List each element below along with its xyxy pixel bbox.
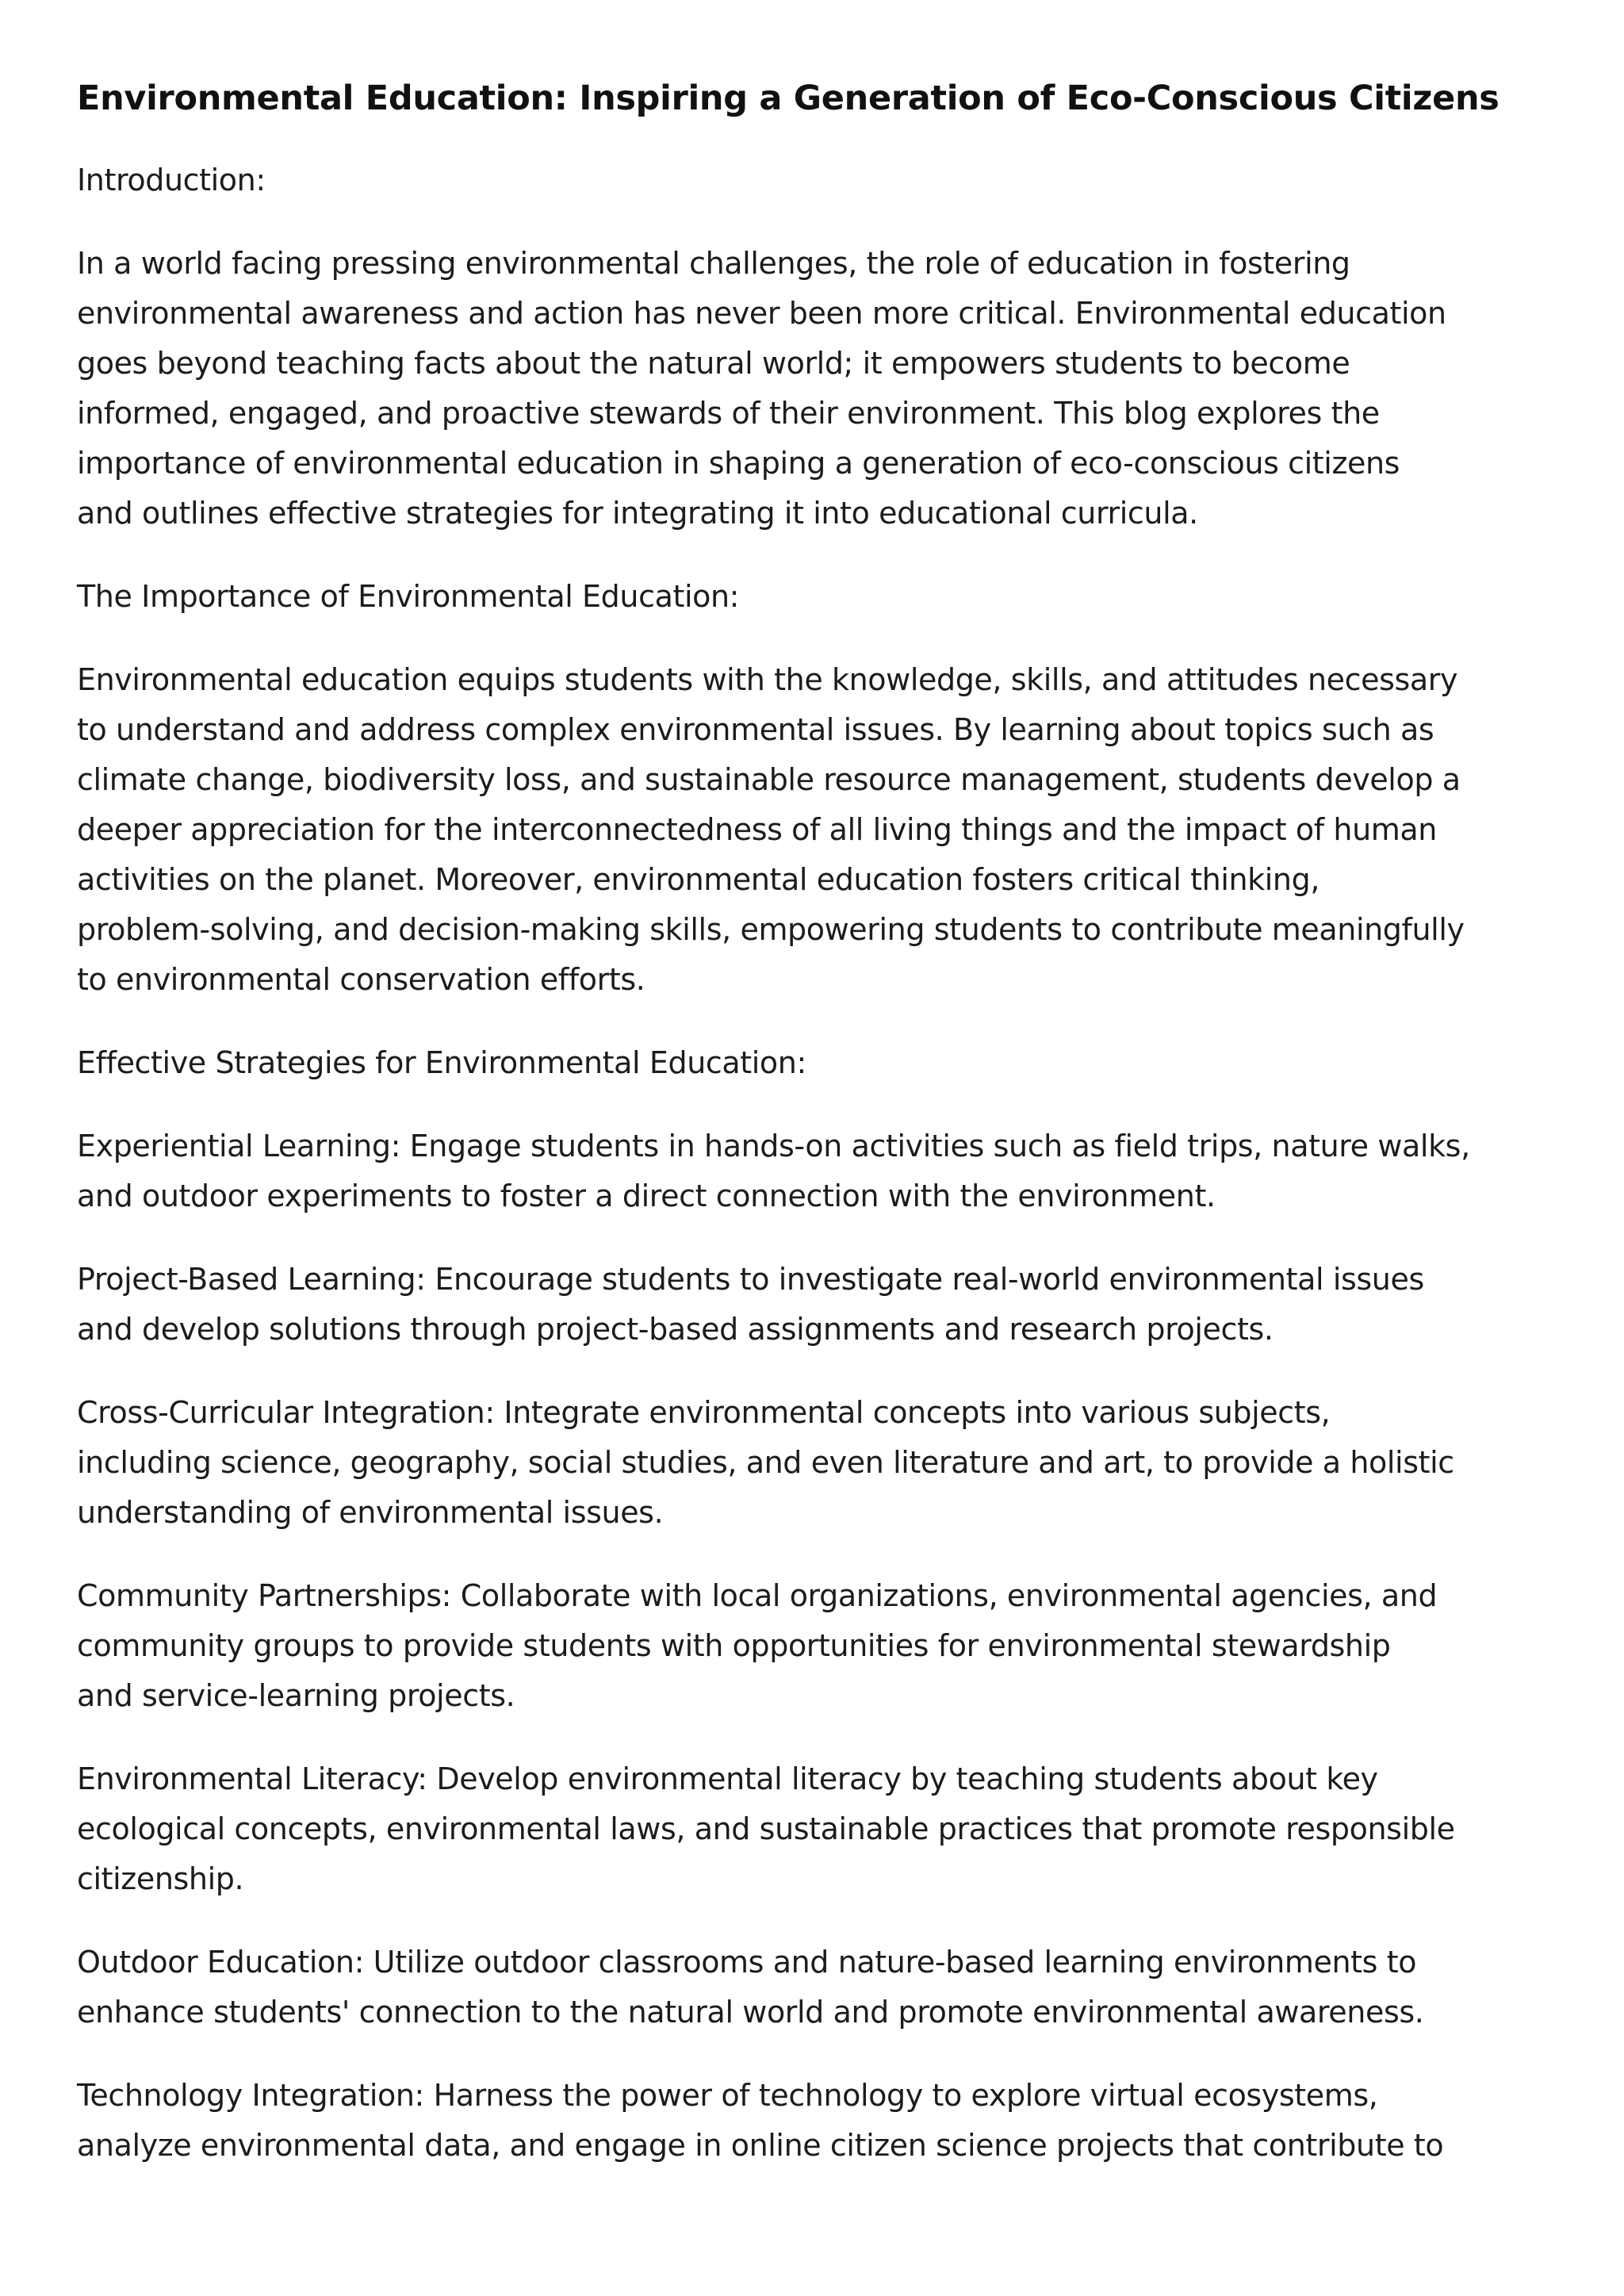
strategy-project-based-learning bbox=[77, 1255, 1568, 1355]
text-line: Environmental education equips students with the knowledge, skills, and attitudes necessary bbox=[77, 662, 1458, 697]
text-line: The Importance of Environmental Education: bbox=[77, 579, 740, 614]
text-line: Community Partnerships: Collaborate with local organizations, environmental agencies, and bbox=[77, 1578, 1438, 1613]
document-title: Environmental Education: Inspiring a Generation of Eco-Conscious Citizens bbox=[77, 79, 1500, 118]
text-line: and develop solutions through project-based assignments and research projects. bbox=[77, 1312, 1274, 1347]
document-page bbox=[77, 0, 1568, 2171]
strategies-heading bbox=[77, 1038, 1568, 1088]
text-line: to environmental conservation efforts. bbox=[77, 962, 645, 997]
text-line: ecological concepts, environmental laws, and sustainable practices that promote responsible bbox=[77, 1811, 1455, 1846]
text-line: to understand and address complex environmental issues. By learning about topics such as bbox=[77, 712, 1434, 747]
text-line: community groups to provide students with opportunities for environmental stewardship bbox=[77, 1628, 1391, 1663]
text-line: analyze environmental data, and engage in online citizen science projects that contribute to bbox=[77, 2128, 1444, 2163]
text-line: problem-solving, and decision-making skills, empowering students to contribute meaningfully bbox=[77, 912, 1465, 947]
text-line: climate change, biodiversity loss, and sustainable resource management, students develop a bbox=[77, 762, 1461, 797]
strategy-outdoor-education bbox=[77, 1938, 1568, 2037]
text-line: activities on the planet. Moreover, environmental education fosters critical thinking, bbox=[77, 862, 1320, 897]
strategy-cross-curricular-integration bbox=[77, 1388, 1568, 1538]
text-line: and service-learning projects. bbox=[77, 1678, 515, 1713]
text-line: understanding of environmental issues. bbox=[77, 1495, 664, 1530]
text-line: Environmental Literacy: Develop environmental literacy by teaching students about key bbox=[77, 1761, 1378, 1796]
text-line: citizenship. bbox=[77, 1861, 244, 1896]
text-line: including science, geography, social studies, and even literature and art, to provide a holistic bbox=[77, 1445, 1454, 1480]
strategy-experiential-learning bbox=[77, 1121, 1568, 1221]
strategy-community-partnerships bbox=[77, 1571, 1568, 1721]
text-line: Experiential Learning: Engage students in hands-on activities such as field trips, nature walks, bbox=[77, 1129, 1470, 1163]
text-line: environmental awareness and action has never been more critical. Environmental education bbox=[77, 296, 1446, 331]
text-line: goes beyond teaching facts about the natural world; it empowers students to become bbox=[77, 346, 1350, 381]
importance-paragraph bbox=[77, 655, 1568, 1005]
text-line: and outlines effective strategies for integrating it into educational curricula. bbox=[77, 496, 1198, 531]
intro-heading bbox=[77, 155, 1568, 205]
text-line: Outdoor Education: Utilize outdoor classrooms and nature-based learning environments to bbox=[77, 1945, 1417, 1980]
text-line: deeper appreciation for the interconnectedness of all living things and the impact of human bbox=[77, 812, 1437, 847]
text-line: informed, engaged, and proactive stewards of their environment. This blog explores the bbox=[77, 396, 1380, 431]
text-line: and outdoor experiments to foster a direct connection with the environment. bbox=[77, 1179, 1216, 1213]
text-line: Cross-Curricular Integration: Integrate environmental concepts into various subjects, bbox=[77, 1395, 1331, 1430]
document-body bbox=[77, 155, 1568, 2171]
text-line: Effective Strategies for Environmental Education: bbox=[77, 1045, 806, 1080]
text-line: Introduction: bbox=[77, 163, 266, 197]
strategy-environmental-literacy bbox=[77, 1754, 1568, 1904]
text-line: In a world facing pressing environmental challenges, the role of education in fostering bbox=[77, 246, 1350, 281]
strategy-technology-integration bbox=[77, 2071, 1568, 2171]
importance-heading bbox=[77, 572, 1568, 622]
text-line: importance of environmental education in shaping a generation of eco-conscious citizens bbox=[77, 446, 1400, 481]
text-line: Project-Based Learning: Encourage students to investigate real-world environmental issues bbox=[77, 1262, 1424, 1297]
text-line: enhance students' connection to the natural world and promote environmental awareness. bbox=[77, 1995, 1424, 2030]
text-line: Technology Integration: Harness the power of technology to explore virtual ecosystems, bbox=[77, 2078, 1378, 2113]
intro-paragraph bbox=[77, 239, 1568, 539]
